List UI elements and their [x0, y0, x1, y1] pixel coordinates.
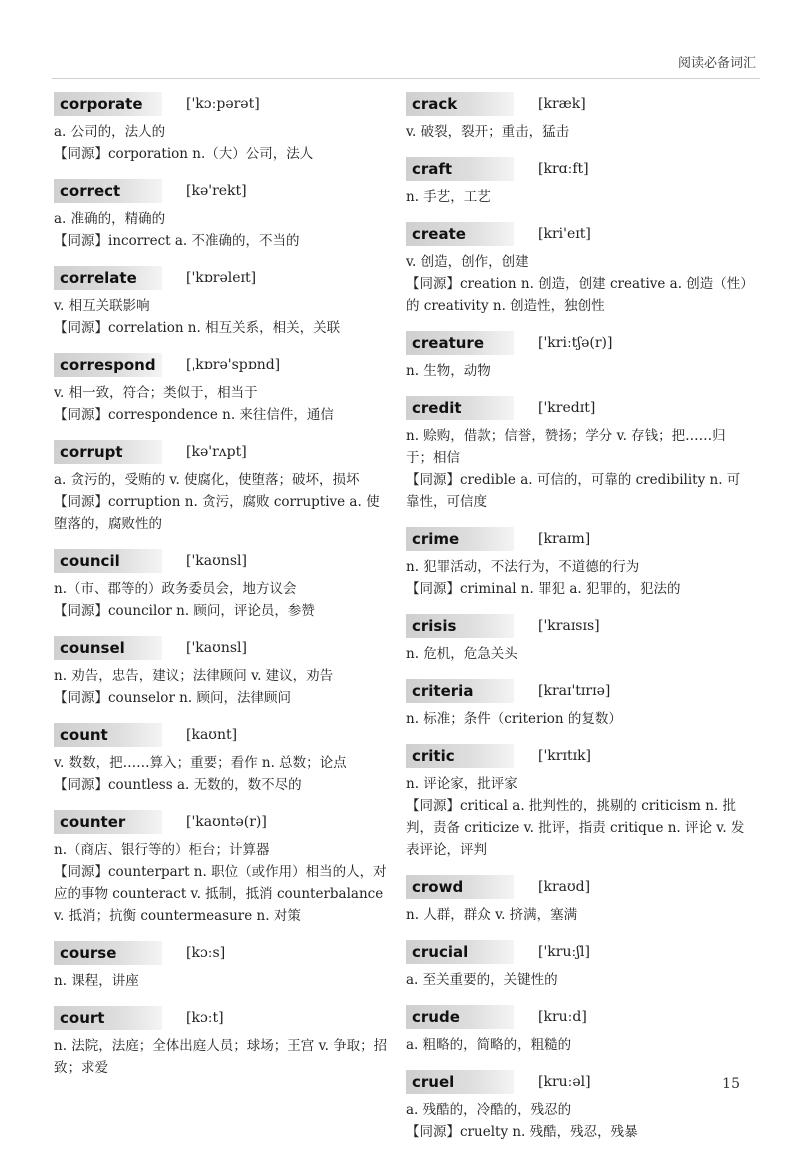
definition: a. 至关重要的，关键性的 [406, 972, 558, 988]
definition: a. 准确的，精确的 [54, 211, 166, 227]
entry-create [406, 222, 750, 317]
page-number: 15 [722, 1076, 740, 1092]
phonetic: ['krɪtɪk] [538, 748, 592, 764]
derivatives: 【同源】counterpart n. 职位（或作用）相当的人，对应的事物 counteract v. 抵制，抵消 counterbalance v. 抵消；抗衡 countermeasure n. 对策 [54, 864, 387, 924]
phonetic: [kɔːs] [186, 945, 226, 961]
derivatives: 【同源】credible a. 可信的，可靠的 credibility n. 可靠性，可信度 [406, 472, 741, 510]
derivatives: 【同源】countless a. 无数的，数不尽的 [54, 777, 302, 793]
definition: v. 创造，创作，创建 [406, 254, 529, 270]
phonetic: [kə'rekt] [186, 183, 247, 199]
header-rule [52, 78, 760, 79]
derivatives: 【同源】creation n. 创造，创建 creative a. 创造（性）的 creativity n. 创造性，独创性 [406, 276, 748, 314]
entry-correct [54, 179, 390, 252]
phonetic: ['kruːʃl] [538, 944, 590, 960]
definition: n. 标准；条件（criterion 的复数） [406, 711, 622, 727]
entry-critic [406, 744, 750, 861]
headword: count [54, 723, 162, 747]
definition: n. 人群，群众 v. 挤满，塞满 [406, 907, 578, 923]
headword: corrupt [54, 440, 162, 464]
entry-craft [406, 157, 750, 208]
definition: n. 劝告，忠告，建议；法律顾问 v. 建议，劝告 [54, 668, 334, 684]
derivatives: 【同源】corruption n. 贪污，腐败 corruptive a. 使堕落的，腐败性的 [54, 494, 380, 532]
entry-crude [406, 1005, 750, 1056]
entry-correspond [54, 353, 390, 426]
derivatives: 【同源】correspondence n. 来往信件，通信 [54, 407, 334, 423]
entry-course [54, 941, 390, 992]
derivatives: 【同源】cruelty n. 残酷，残忍，残暴 [406, 1124, 638, 1140]
definition: n. 手艺，工艺 [406, 189, 491, 205]
definition: v. 破裂，裂开；重击，猛击 [406, 124, 570, 140]
phonetic: [kraɪm] [538, 531, 591, 547]
derivatives: 【同源】criminal n. 罪犯 a. 犯罪的，犯法的 [406, 581, 681, 597]
headword: correspond [54, 353, 162, 377]
phonetic: [kə'rʌpt] [186, 444, 247, 460]
definition: n. 评论家，批评家 [406, 776, 518, 792]
headword: craft [406, 157, 514, 181]
headword: creature [406, 331, 514, 355]
headword: crowd [406, 875, 514, 899]
headword: criteria [406, 679, 514, 703]
phonetic: ['kraɪsɪs] [538, 618, 600, 634]
entry-counter [54, 810, 390, 927]
definition: a. 贪污的，受贿的 v. 使腐化，使堕落；破坏，损坏 [54, 472, 360, 488]
entry-crisis [406, 614, 750, 665]
entry-counsel [54, 636, 390, 709]
definition: v. 相互关联影响 [54, 298, 150, 314]
phonetic: [krɑːft] [538, 161, 589, 177]
derivatives: 【同源】correlation n. 相互关系，相关，关联 [54, 320, 341, 336]
phonetic: ['kaʊnsl] [186, 553, 247, 569]
phonetic: ['kɔːpərət] [186, 96, 260, 112]
entry-corrupt [54, 440, 390, 535]
entry-creature [406, 331, 750, 382]
phonetic: [kruːd] [538, 1009, 587, 1025]
headword: create [406, 222, 514, 246]
phonetic: [ˌkɒrə'spɒnd] [186, 357, 281, 373]
headword: crude [406, 1005, 514, 1029]
headword: council [54, 549, 162, 573]
entry-count [54, 723, 390, 796]
headword: credit [406, 396, 514, 420]
headword: critic [406, 744, 514, 768]
definition: n. 危机，危急关头 [406, 646, 518, 662]
phonetic: [kraɪ'tɪrɪə] [538, 683, 611, 699]
headword: corporate [54, 92, 162, 116]
phonetic: ['kaʊnsl] [186, 640, 247, 656]
entry-crowd [406, 875, 750, 926]
definition: n. 生物，动物 [406, 363, 491, 379]
entry-crack [406, 92, 750, 143]
definition: n. 法院，法庭；全体出庭人员；球场；王宫 v. 争取；招致；求爱 [54, 1038, 388, 1076]
right-column [406, 92, 750, 1157]
headword: court [54, 1006, 162, 1030]
headword: correct [54, 179, 162, 203]
phonetic: [kræk] [538, 96, 586, 112]
derivatives: 【同源】corporation n.（大）公司，法人 [54, 146, 314, 162]
derivatives: 【同源】incorrect a. 不准确的，不当的 [54, 233, 300, 249]
headword: cruel [406, 1070, 514, 1094]
definition: v. 数数，把……算入；重要；看作 n. 总数；论点 [54, 755, 347, 771]
entry-crucial [406, 940, 750, 991]
definition: n. 赊购，借款；信誉，赞扬；学分 v. 存钱；把……归于；相信 [406, 428, 726, 466]
headword: crack [406, 92, 514, 116]
phonetic: ['kɒrəleɪt] [186, 270, 257, 286]
left-column [54, 92, 390, 1093]
entry-corporate [54, 92, 390, 165]
phonetic: [kɔːt] [186, 1010, 224, 1026]
entry-court [54, 1006, 390, 1079]
derivatives: 【同源】counselor n. 顾问，法律顾问 [54, 690, 291, 706]
running-head: 阅读必备词汇 [677, 56, 756, 71]
definition: n.（市、郡等的）政务委员会，地方议会 [54, 581, 297, 597]
definition: n. 犯罪活动，不法行为，不道德的行为 [406, 559, 640, 575]
definition: a. 粗略的，简略的，粗糙的 [406, 1037, 572, 1053]
definition: v. 相一致，符合；类似于，相当于 [54, 385, 258, 401]
phonetic: [kraʊd] [538, 879, 591, 895]
headword: counsel [54, 636, 162, 660]
headword: course [54, 941, 162, 965]
entry-cruel [406, 1070, 750, 1143]
headword: crisis [406, 614, 514, 638]
phonetic: ['kaʊntə(r)] [186, 814, 267, 830]
phonetic: [kaʊnt] [186, 727, 238, 743]
entry-crime [406, 527, 750, 600]
phonetic: ['kriːtʃə(r)] [538, 335, 613, 351]
phonetic: ['kredɪt] [538, 400, 596, 416]
entry-criteria [406, 679, 750, 730]
headword: crucial [406, 940, 514, 964]
entry-credit [406, 396, 750, 513]
definition: n. 课程，讲座 [54, 973, 139, 989]
derivatives: 【同源】councilor n. 顾问，评论员，参赞 [54, 603, 315, 619]
entry-council [54, 549, 390, 622]
phonetic: [kri'eɪt] [538, 226, 591, 242]
headword: correlate [54, 266, 162, 290]
phonetic: [kruːəl] [538, 1074, 591, 1090]
entry-correlate [54, 266, 390, 339]
definition: n.（商店、银行等的）柜台；计算器 [54, 842, 270, 858]
headword: counter [54, 810, 162, 834]
definition: a. 残酷的，冷酷的，残忍的 [406, 1102, 572, 1118]
derivatives: 【同源】critical a. 批判性的，挑剔的 criticism n. 批判，责备 criticize v. 批评，指责 critique n. 评论 v. 发表评论，评判 [406, 798, 745, 858]
headword: crime [406, 527, 514, 551]
definition: a. 公司的，法人的 [54, 124, 166, 140]
